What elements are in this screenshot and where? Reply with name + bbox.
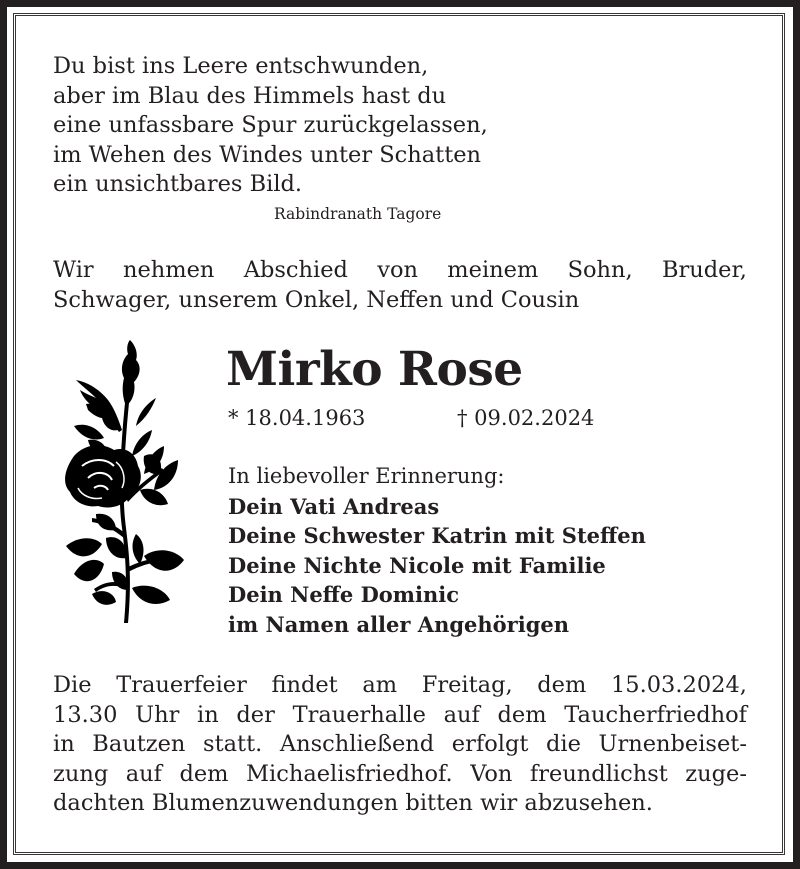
word: Trauerhalle (292, 701, 426, 728)
poem-line: ein unsichtbares Bild. (53, 171, 303, 197)
word: Taucherfriedhof (564, 701, 747, 728)
word: erfolgt (451, 731, 529, 757)
ceremony-line-last: dachten Blumenzuwendungen bitten wir abzusehen. (53, 790, 653, 816)
word: freundlichst (529, 760, 668, 787)
word: Uhr (135, 701, 180, 728)
ceremony-line (53, 671, 747, 701)
family-member: Deine Nichte Nicole mit Familie (228, 552, 606, 578)
word: in (197, 701, 219, 728)
word: Bruder, (662, 257, 747, 283)
family-member: Dein Neffe Dominic (228, 582, 460, 608)
word: Abschied (243, 257, 348, 283)
word: Freitag, (421, 672, 513, 698)
word: meinem (447, 257, 539, 283)
poem-line: Du bist ins Leere entschwunden, (53, 53, 429, 79)
word: Michaelisfriedhof. (246, 760, 453, 787)
word: dem (537, 672, 587, 698)
word: Bautzen (92, 731, 186, 757)
word: der (236, 701, 275, 728)
family-signatures (228, 462, 646, 640)
deceased-name: Mirko Rose (226, 342, 523, 397)
birth-date: * 18.04.1963 (228, 406, 366, 430)
poem-author: Rabindranath Tagore (274, 205, 442, 223)
family-member: Deine Schwester Katrin mit Steffen (228, 523, 646, 549)
poem-line: aber im Blau des Himmels hast du (53, 82, 447, 109)
word: findet (271, 672, 338, 698)
word: in (53, 731, 75, 757)
word: dem (179, 760, 229, 787)
poem-line: eine unfassbare Spur zurückgelassen, (53, 112, 488, 138)
family-member: Dein Vati Andreas (228, 493, 440, 519)
farewell-intro (53, 256, 747, 315)
rose-icon (52, 338, 192, 628)
word: die (545, 731, 581, 757)
death-date: † 09.02.2024 (457, 406, 595, 430)
ceremony-line (53, 730, 747, 760)
word: am (362, 672, 398, 698)
word: nehmen (122, 257, 215, 283)
word: zung (53, 760, 109, 787)
word: auf (443, 701, 480, 728)
remembrance-heading: In liebevoller Erinnerung: (228, 464, 505, 488)
word: zuge- (685, 760, 747, 787)
intro-line-justified (53, 256, 747, 286)
funeral-details (53, 671, 747, 819)
word: Anschließend (279, 731, 435, 757)
word: 15.03.2024, (610, 672, 747, 698)
intro-line: Schwager, unserem Onkel, Neffen und Cousin (53, 286, 580, 313)
family-member: im Namen aller Angehörigen (228, 611, 570, 637)
word: Von (470, 760, 513, 787)
word: auf (125, 760, 162, 787)
ceremony-line (53, 701, 747, 731)
poem-line: im Wehen des Windes unter Schatten (53, 141, 482, 168)
word: dem (497, 701, 547, 728)
word: von (377, 257, 418, 283)
poem (53, 52, 488, 200)
word: Trauerfeier (116, 672, 247, 698)
word: Sohn, (567, 257, 633, 283)
word: statt. (203, 731, 263, 757)
ceremony-line (53, 760, 747, 790)
word: Urnenbeiset- (598, 731, 747, 757)
word: Wir (53, 257, 94, 283)
word: 13.30 (53, 701, 118, 728)
word: Die (53, 672, 92, 698)
